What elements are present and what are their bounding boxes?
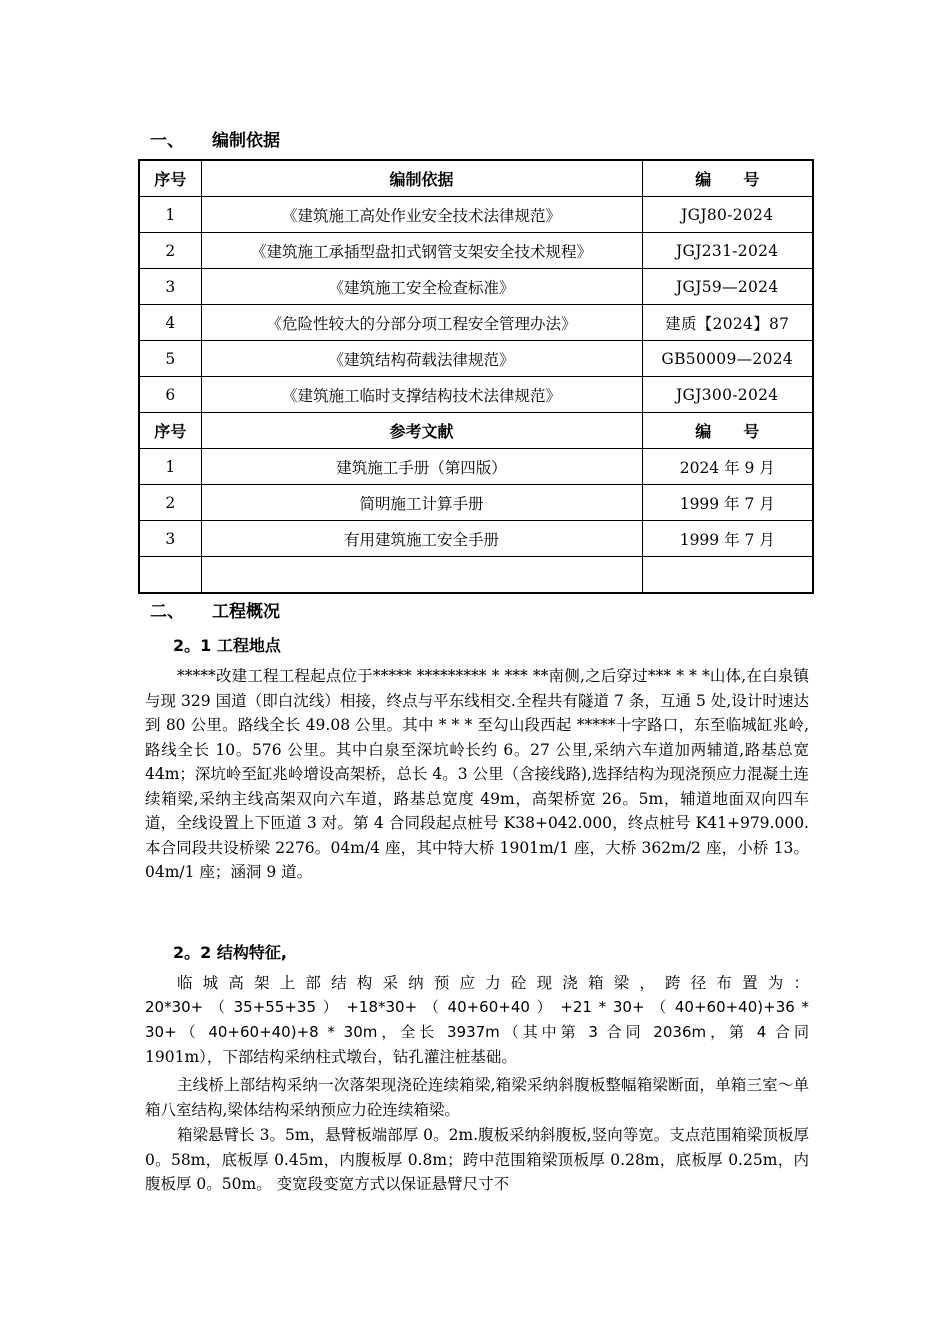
table-row <box>139 269 813 305</box>
header-reference: 参考文献 <box>201 413 642 449</box>
row-name: 《危险性较大的分部分项工程安全管理办法》 <box>201 305 642 341</box>
empty-cell <box>642 557 813 594</box>
section-title: 工程概况 <box>212 602 280 622</box>
row-code: GB50009—2024 <box>642 341 813 377</box>
row-seq: 3 <box>139 269 201 305</box>
header-basis: 编制依据 <box>201 160 642 197</box>
row-name: 《建筑施工安全检查标准》 <box>201 269 642 305</box>
table-row <box>139 521 813 557</box>
row-code: 建质【2024】87 <box>642 305 813 341</box>
row-seq: 5 <box>139 341 201 377</box>
empty-cell <box>201 557 642 594</box>
row-seq: 1 <box>139 449 201 485</box>
section-heading-overview <box>150 597 280 622</box>
row-seq: 1 <box>139 197 201 233</box>
subsection-heading-location: 2。1 工程地点 <box>173 636 281 655</box>
row-code: JGJ59—2024 <box>642 269 813 305</box>
section-number: 一、 <box>150 131 184 151</box>
empty-cell <box>139 557 201 594</box>
table-header-row <box>139 160 813 197</box>
row-code: JGJ231-2024 <box>642 233 813 269</box>
section-heading-basis <box>150 126 280 151</box>
row-seq: 4 <box>139 305 201 341</box>
paragraph-box-girder: 箱梁悬臂长 3。5m，悬臂板端部厚 0。2m.腹板采纳斜腹板,竖向等宽。支点范围箱梁顶板厚 0。58m，底板厚 0.45m，内腹板厚 0.8m；跨中范围箱梁顶板厚 0.28m，底板厚 0.25m，内腹板厚 0。50m。 变宽段变宽方式以保证悬臂尺寸不 <box>145 1126 810 1193</box>
row-name: 《建筑结构荷载法律规范》 <box>201 341 642 377</box>
table-row <box>139 449 813 485</box>
row-code: JGJ300-2024 <box>642 377 813 413</box>
header-seq: 序号 <box>139 160 201 197</box>
header-code: 编 号 <box>642 160 813 197</box>
row-code: 2024 年 9 月 <box>642 449 813 485</box>
paragraph-structure-line: 20*30+ （ 35+55+35 ） +18*30+ （ 40+60+40 ） +21 * 30+ （ 40+60+40)+36 * <box>145 998 809 1016</box>
paragraph-structure-line: 临城高架上部结构采纳预应力砼现浇箱梁，跨径布置为： <box>177 974 809 992</box>
table-row <box>139 197 813 233</box>
paragraph-location: *****改建工程工程起点位于***** ********* * *** **南侧,之后穿过*** * * *山体,在白泉镇与现 329 国道（即白沈线）相接，终点与平东线相交.全程共有隧道 7 条，互通 5 处,设计时速达到 80 公里。路线全长 49.08 公里。其中 * * * 至勾山段西起 *****十字路口，东至临城缸兆岭,路线全长 10。576 公里。其中白泉至深坑岭长约 6。27 公里,采纳六车道加两辅道,路基总宽 44m；深坑岭至缸兆岭增设高架桥，总长 4。3 公里（含接线路),选择结构为现浇预应力混凝土连续箱梁,采纳主线高架双向六车道，路基总宽度 49m，高架桥宽 26。5m，辅道地面双向四车道，全线设置上下匝道 3 对。第 4 合同段起点桩号 K38+042.000，终点桩号 K41+979.000.本合同段共设桥梁 2276。04m/4 座，其中特大桥 1901m/1 座，大桥 362m/2 座，小桥 13。04m/1 座；涵洞 9 道。 <box>145 667 809 881</box>
table-row <box>139 377 813 413</box>
reference-header-row <box>139 413 813 449</box>
row-seq: 6 <box>139 377 201 413</box>
basis-table <box>138 159 814 594</box>
row-seq: 2 <box>139 485 201 521</box>
paragraph-main-bridge: 主线桥上部结构采纳一次落架现浇砼连续箱梁,箱梁采纳斜腹板整幅箱梁断面，单箱三室～单箱八室结构,梁体结构采纳预应力砼连续箱梁。 <box>145 1076 809 1119</box>
section-title: 编制依据 <box>212 131 280 151</box>
row-seq: 2 <box>139 233 201 269</box>
row-name: 《建筑施工临时支撑结构技术法律规范》 <box>201 377 642 413</box>
header-seq: 序号 <box>139 413 201 449</box>
paragraph-structure-line: 30+（ 40+60+40)+8 * 30m，全长 3937m（其中第 3 合同 2036m，第 4 合同 <box>145 1023 809 1041</box>
row-code: 1999 年 7 月 <box>642 521 813 557</box>
row-name: 有用建筑施工安全手册 <box>201 521 642 557</box>
table-row <box>139 341 813 377</box>
row-seq: 3 <box>139 521 201 557</box>
row-name: 简明施工计算手册 <box>201 485 642 521</box>
row-name: 《建筑施工承插型盘扣式钢管支架安全技术规程》 <box>201 233 642 269</box>
table-row <box>139 305 813 341</box>
header-code: 编 号 <box>642 413 813 449</box>
empty-row <box>139 557 813 594</box>
row-name: 《建筑施工高处作业安全技术法律规范》 <box>201 197 642 233</box>
subsection-heading-structure: 2。2 结构特征, <box>173 943 287 962</box>
table-row <box>139 485 813 521</box>
row-code: JGJ80-2024 <box>642 197 813 233</box>
paragraph-structure-line: 1901m），下部结构采纳柱式墩台，钻孔灌注桩基础。 <box>145 1048 517 1066</box>
section-number: 二、 <box>150 602 184 622</box>
row-code: 1999 年 7 月 <box>642 485 813 521</box>
row-name: 建筑施工手册（第四版） <box>201 449 642 485</box>
table-row <box>139 233 813 269</box>
